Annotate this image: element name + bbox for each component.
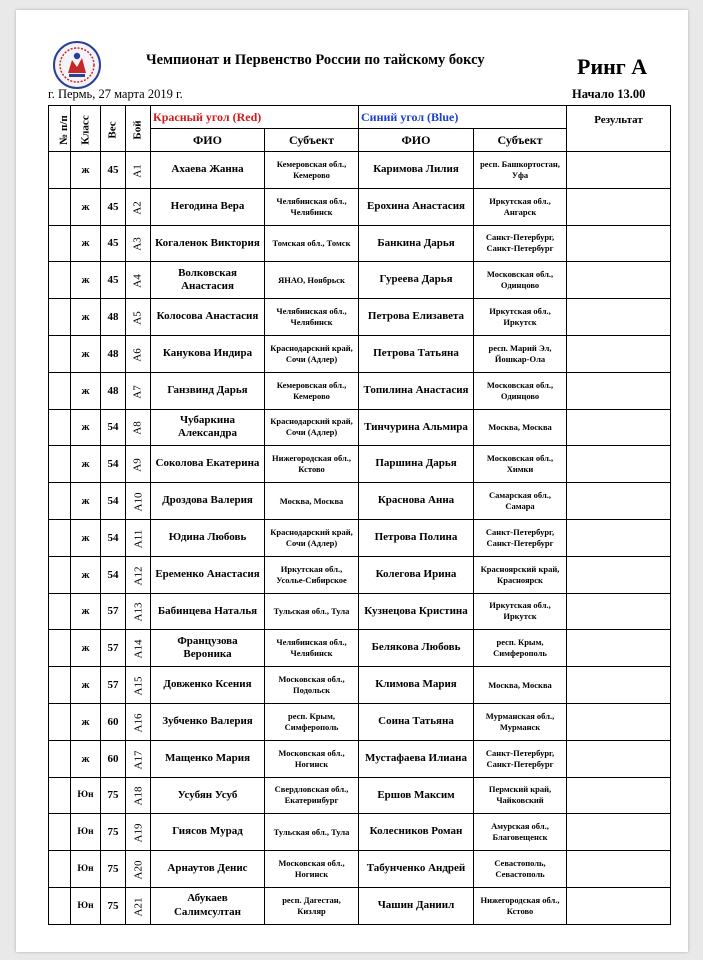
- result-cell: [567, 851, 671, 888]
- table-row: [49, 851, 671, 888]
- result-cell: [567, 409, 671, 446]
- red-fighter-name: Бабинцева Наталья: [151, 593, 265, 630]
- start-time: Начало 13.00: [572, 87, 646, 101]
- result-cell: [567, 593, 671, 630]
- weight-cell: 54: [101, 409, 126, 446]
- document-title: Чемпионат и Первенство России по тайскому боксу: [146, 52, 485, 68]
- bout-cell: А21: [126, 887, 151, 924]
- weight-cell: 57: [101, 593, 126, 630]
- table-row: [49, 225, 671, 262]
- red-fighter-region: Краснодарский край, Сочи (Адлер): [265, 519, 359, 556]
- red-fighter-region: Иркутская обл., Усолье-Сибирское: [265, 556, 359, 593]
- class-cell: ж: [71, 446, 101, 483]
- class-cell: ж: [71, 262, 101, 299]
- blue-fighter-name: Кузнецова Кристина: [359, 593, 474, 630]
- blue-fighter-name: Колесников Роман: [359, 814, 474, 851]
- bout-cell: А6: [126, 335, 151, 372]
- red-fighter-region: Московская обл., Ногинск: [265, 851, 359, 888]
- row-number: [49, 409, 71, 446]
- blue-fighter-name: Петрова Елизавета: [359, 299, 474, 336]
- blue-fighter-name: Паршина Дарья: [359, 446, 474, 483]
- red-fighter-name: Довженко Ксения: [151, 667, 265, 704]
- blue-fighter-region: Московская обл., Одинцово: [474, 372, 567, 409]
- result-cell: [567, 556, 671, 593]
- weight-cell: 75: [101, 851, 126, 888]
- result-cell: [567, 372, 671, 409]
- blue-fighter-name: Соина Татьяна: [359, 703, 474, 740]
- weight-cell: 75: [101, 887, 126, 924]
- red-fighter-region: Кемеровская обл., Кемерово: [265, 152, 359, 189]
- red-fighter-region: Московская обл., Подольск: [265, 667, 359, 704]
- blue-fighter-region: Московская обл., Химки: [474, 446, 567, 483]
- blue-fighter-region: респ. Крым, Симферополь: [474, 630, 567, 667]
- class-cell: ж: [71, 372, 101, 409]
- blue-fighter-region: Амурская обл., Благовещенск: [474, 814, 567, 851]
- result-cell: [567, 446, 671, 483]
- class-cell: ж: [71, 409, 101, 446]
- row-number: [49, 851, 71, 888]
- blue-fighter-name: Ерохина Анастасия: [359, 188, 474, 225]
- bout-cell: А9: [126, 446, 151, 483]
- result-cell: [567, 188, 671, 225]
- blue-fighter-name: Топилина Анастасия: [359, 372, 474, 409]
- red-fighter-region: Тульская обл., Тула: [265, 814, 359, 851]
- table-row: [49, 335, 671, 372]
- red-fighter-name: Ахаева Жанна: [151, 152, 265, 189]
- row-number: [49, 740, 71, 777]
- header-blue-fio: ФИО: [359, 129, 474, 152]
- header-blue-subject: Субъект: [474, 129, 567, 152]
- row-number: [49, 814, 71, 851]
- result-cell: [567, 814, 671, 851]
- weight-cell: 45: [101, 188, 126, 225]
- weight-cell: 57: [101, 630, 126, 667]
- header-num: № п/п: [49, 106, 71, 152]
- row-number: [49, 667, 71, 704]
- red-fighter-name: Французова Вероника: [151, 630, 265, 667]
- red-fighter-name: Чубаркина Александра: [151, 409, 265, 446]
- header-red-fio: ФИО: [151, 129, 265, 152]
- blue-fighter-name: Климова Мария: [359, 667, 474, 704]
- bout-cell: А1: [126, 152, 151, 189]
- bout-cell: А15: [126, 667, 151, 704]
- blue-fighter-region: Самарская обл., Самара: [474, 483, 567, 520]
- red-fighter-region: Челябинская обл., Челябинск: [265, 188, 359, 225]
- bout-cell: А8: [126, 409, 151, 446]
- weight-cell: 48: [101, 335, 126, 372]
- red-fighter-name: Дроздова Валерия: [151, 483, 265, 520]
- table-row: [49, 814, 671, 851]
- class-cell: Юн: [71, 887, 101, 924]
- blue-fighter-name: Чашин Даниил: [359, 887, 474, 924]
- class-cell: Юн: [71, 777, 101, 814]
- blue-fighter-name: Петрова Полина: [359, 519, 474, 556]
- blue-fighter-name: Тинчурина Альмира: [359, 409, 474, 446]
- red-fighter-name: Арнаутов Денис: [151, 851, 265, 888]
- table-row: [49, 556, 671, 593]
- class-cell: ж: [71, 152, 101, 189]
- bout-cell: А19: [126, 814, 151, 851]
- row-number: [49, 372, 71, 409]
- row-number: [49, 225, 71, 262]
- class-cell: Юн: [71, 814, 101, 851]
- table-row: [49, 519, 671, 556]
- row-number: [49, 630, 71, 667]
- weight-cell: 54: [101, 556, 126, 593]
- blue-fighter-region: Севастополь, Севастополь: [474, 851, 567, 888]
- weight-cell: 60: [101, 740, 126, 777]
- blue-fighter-region: Иркутская обл., Иркутск: [474, 299, 567, 336]
- blue-fighter-name: Мустафаева Илиана: [359, 740, 474, 777]
- red-fighter-name: Гиясов Мурад: [151, 814, 265, 851]
- result-cell: [567, 703, 671, 740]
- bout-cell: А2: [126, 188, 151, 225]
- bout-cell: А4: [126, 262, 151, 299]
- bouts-table: [48, 105, 671, 925]
- table-row: [49, 152, 671, 189]
- result-cell: [567, 262, 671, 299]
- bout-cell: А5: [126, 299, 151, 336]
- document-page: [16, 10, 688, 952]
- table-row: [49, 740, 671, 777]
- result-cell: [567, 777, 671, 814]
- red-fighter-name: Ганзвинд Дарья: [151, 372, 265, 409]
- result-cell: [567, 667, 671, 704]
- red-fighter-region: респ. Крым, Симферополь: [265, 703, 359, 740]
- weight-cell: 45: [101, 152, 126, 189]
- red-fighter-region: Кемеровская обл., Кемерово: [265, 372, 359, 409]
- blue-fighter-region: Московская обл., Одинцово: [474, 262, 567, 299]
- result-cell: [567, 225, 671, 262]
- row-number: [49, 152, 71, 189]
- red-fighter-region: Челябинская обл., Челябинск: [265, 630, 359, 667]
- red-fighter-region: Нижегородская обл., Кстово: [265, 446, 359, 483]
- red-fighter-name: Соколова Екатерина: [151, 446, 265, 483]
- class-cell: ж: [71, 483, 101, 520]
- weight-cell: 57: [101, 667, 126, 704]
- class-cell: ж: [71, 556, 101, 593]
- class-cell: Юн: [71, 851, 101, 888]
- blue-fighter-region: Красноярский край, Красноярск: [474, 556, 567, 593]
- red-fighter-name: Усубян Усуб: [151, 777, 265, 814]
- table-row: [49, 262, 671, 299]
- blue-fighter-region: Иркутская обл., Ангарск: [474, 188, 567, 225]
- table-row: [49, 887, 671, 924]
- bout-cell: А10: [126, 483, 151, 520]
- table-row: [49, 630, 671, 667]
- header-red-subject: Субъект: [265, 129, 359, 152]
- blue-fighter-region: Санкт-Петербург, Санкт-Петербург: [474, 519, 567, 556]
- result-cell: [567, 519, 671, 556]
- header-bout: Бой: [126, 106, 151, 152]
- bout-cell: А12: [126, 556, 151, 593]
- class-cell: ж: [71, 299, 101, 336]
- red-fighter-name: Негодина Вера: [151, 188, 265, 225]
- blue-fighter-name: Табунченко Андрей: [359, 851, 474, 888]
- red-fighter-region: ЯНАО, Ноябрьск: [265, 262, 359, 299]
- class-cell: ж: [71, 667, 101, 704]
- class-cell: ж: [71, 335, 101, 372]
- weight-cell: 45: [101, 225, 126, 262]
- red-fighter-name: Колосова Анастасия: [151, 299, 265, 336]
- red-fighter-region: Свердловская обл., Екатеринбург: [265, 777, 359, 814]
- table-row: [49, 667, 671, 704]
- row-number: [49, 446, 71, 483]
- weight-cell: 54: [101, 446, 126, 483]
- blue-fighter-region: респ. Башкортостан, Уфа: [474, 152, 567, 189]
- row-number: [49, 887, 71, 924]
- class-cell: ж: [71, 703, 101, 740]
- red-fighter-region: Тульская обл., Тула: [265, 593, 359, 630]
- row-number: [49, 593, 71, 630]
- weight-cell: 75: [101, 777, 126, 814]
- class-cell: ж: [71, 593, 101, 630]
- blue-fighter-name: Гуреева Дарья: [359, 262, 474, 299]
- row-number: [49, 299, 71, 336]
- class-cell: ж: [71, 740, 101, 777]
- row-number: [49, 519, 71, 556]
- blue-fighter-region: Санкт-Петербург, Санкт-Петербург: [474, 740, 567, 777]
- result-cell: [567, 335, 671, 372]
- row-number: [49, 556, 71, 593]
- row-number: [49, 262, 71, 299]
- bout-cell: А11: [126, 519, 151, 556]
- blue-fighter-region: респ. Марий Эл, Йошкар-Ола: [474, 335, 567, 372]
- blue-fighter-region: Москва, Москва: [474, 667, 567, 704]
- class-cell: ж: [71, 225, 101, 262]
- red-fighter-region: Москва, Москва: [265, 483, 359, 520]
- red-fighter-region: Краснодарский край, Сочи (Адлер): [265, 335, 359, 372]
- ring-label: Ринг А: [577, 54, 648, 79]
- row-number: [49, 483, 71, 520]
- row-number: [49, 703, 71, 740]
- header-class: Класс: [71, 106, 101, 152]
- weight-cell: 48: [101, 372, 126, 409]
- blue-fighter-name: Банкина Дарья: [359, 225, 474, 262]
- red-fighter-name: Еременко Анастасия: [151, 556, 265, 593]
- bout-cell: А17: [126, 740, 151, 777]
- header-weight: Вес: [101, 106, 126, 152]
- bout-cell: А18: [126, 777, 151, 814]
- red-fighter-region: Томская обл., Томск: [265, 225, 359, 262]
- weight-cell: 60: [101, 703, 126, 740]
- weight-cell: 75: [101, 814, 126, 851]
- red-fighter-name: Юдина Любовь: [151, 519, 265, 556]
- red-fighter-region: Краснодарский край, Сочи (Адлер): [265, 409, 359, 446]
- result-cell: [567, 887, 671, 924]
- red-fighter-region: респ. Дагестан, Кизляр: [265, 887, 359, 924]
- bout-cell: А7: [126, 372, 151, 409]
- bout-cell: А16: [126, 703, 151, 740]
- blue-fighter-region: Мурманская обл., Мурманск: [474, 703, 567, 740]
- blue-fighter-name: Каримова Лилия: [359, 152, 474, 189]
- result-cell: [567, 483, 671, 520]
- table-row: [49, 777, 671, 814]
- header-result: Результат: [567, 106, 671, 152]
- red-fighter-name: Волковская Анастасия: [151, 262, 265, 299]
- federation-logo-icon: [52, 40, 102, 90]
- blue-fighter-region: Иркутская обл., Иркутск: [474, 593, 567, 630]
- result-cell: [567, 630, 671, 667]
- row-number: [49, 777, 71, 814]
- table-row: [49, 703, 671, 740]
- result-cell: [567, 299, 671, 336]
- weight-cell: 48: [101, 299, 126, 336]
- bout-cell: А14: [126, 630, 151, 667]
- city-date: г. Пермь, 27 марта 2019 г.: [48, 87, 183, 101]
- weight-cell: 45: [101, 262, 126, 299]
- blue-fighter-name: Колегова Ирина: [359, 556, 474, 593]
- class-cell: ж: [71, 630, 101, 667]
- bout-cell: А20: [126, 851, 151, 888]
- blue-fighter-region: Москва, Москва: [474, 409, 567, 446]
- blue-fighter-region: Нижегородская обл., Кстово: [474, 887, 567, 924]
- red-fighter-name: Абукаев Салимсултан: [151, 887, 265, 924]
- header-blue-corner: Синий угол (Blue): [359, 106, 567, 129]
- table-row: [49, 299, 671, 336]
- table-row: [49, 188, 671, 225]
- blue-fighter-name: Белякова Любовь: [359, 630, 474, 667]
- row-number: [49, 188, 71, 225]
- table-row: [49, 446, 671, 483]
- red-fighter-name: Мащенко Мария: [151, 740, 265, 777]
- table-row: [49, 483, 671, 520]
- blue-fighter-region: Санкт-Петербург, Санкт-Петербург: [474, 225, 567, 262]
- row-number: [49, 335, 71, 372]
- red-fighter-region: Челябинская обл., Челябинск: [265, 299, 359, 336]
- red-fighter-name: Канукова Индира: [151, 335, 265, 372]
- table-row: [49, 409, 671, 446]
- red-fighter-region: Московская обл., Ногинск: [265, 740, 359, 777]
- blue-fighter-name: Петрова Татьяна: [359, 335, 474, 372]
- class-cell: ж: [71, 519, 101, 556]
- weight-cell: 54: [101, 519, 126, 556]
- result-cell: [567, 740, 671, 777]
- blue-fighter-name: Краснова Анна: [359, 483, 474, 520]
- blue-fighter-name: Ершов Максим: [359, 777, 474, 814]
- weight-cell: 54: [101, 483, 126, 520]
- header-red-corner: Красный угол (Red): [151, 106, 359, 129]
- red-fighter-name: Зубченко Валерия: [151, 703, 265, 740]
- class-cell: ж: [71, 188, 101, 225]
- blue-fighter-region: Пермский край, Чайковский: [474, 777, 567, 814]
- table-row: [49, 372, 671, 409]
- red-fighter-name: Когаленок Виктория: [151, 225, 265, 262]
- result-cell: [567, 152, 671, 189]
- table-row: [49, 593, 671, 630]
- bout-cell: А13: [126, 593, 151, 630]
- bout-cell: А3: [126, 225, 151, 262]
